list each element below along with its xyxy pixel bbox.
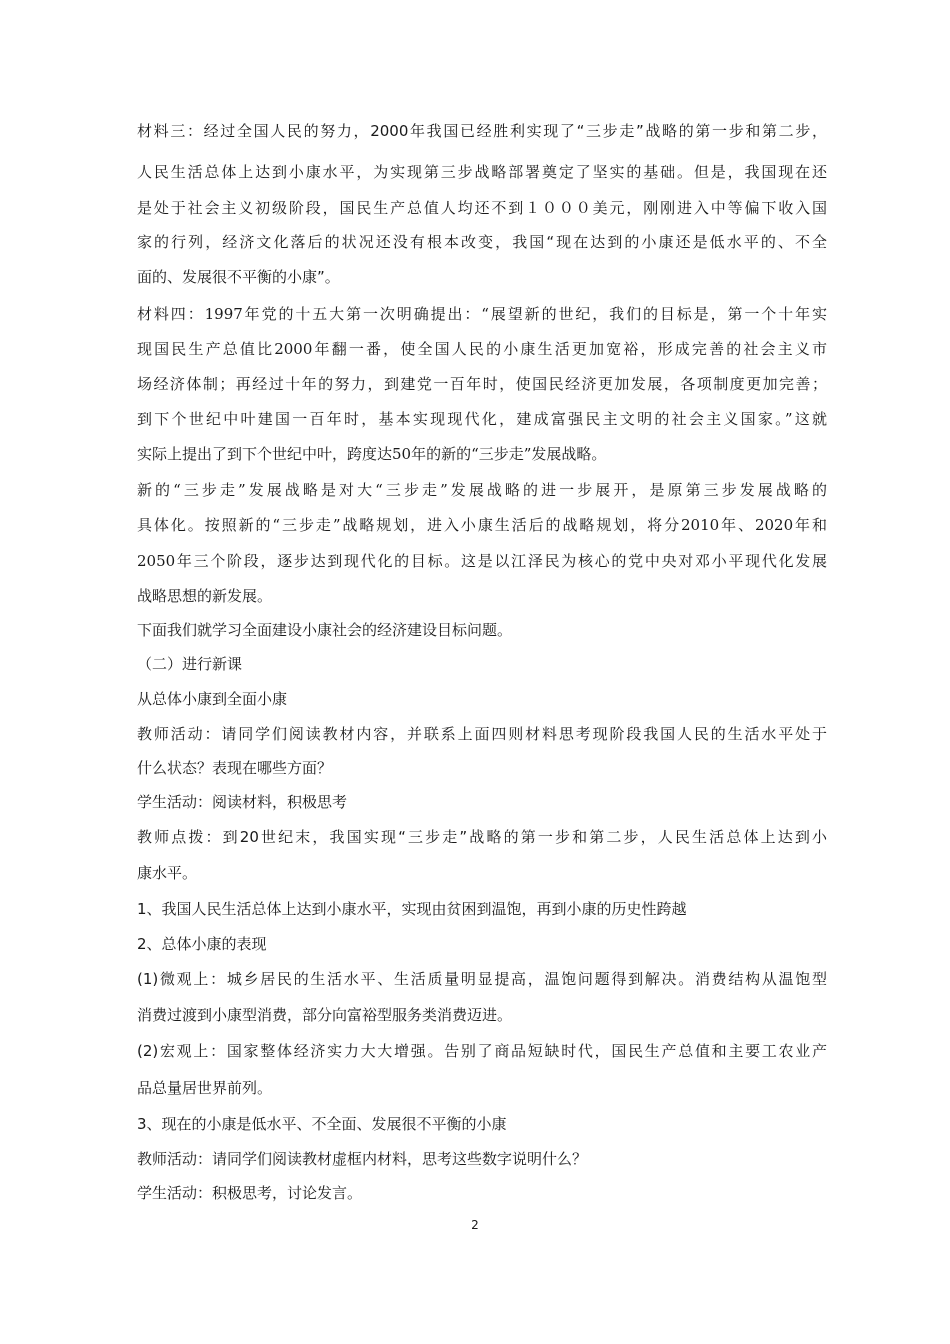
point-three: 3、现在的小康是低水平、不全面、发展很不平衡的小康 bbox=[137, 1115, 507, 1133]
intro-line: 下面我们就学习全面建设小康社会的经济建设目标问题。 bbox=[137, 621, 513, 639]
text-line: 人民生活总体上达到小康水平，为实现第三步战略部署奠定了坚实的基础。但是，我国现在还 bbox=[137, 163, 827, 181]
text-line: 是处于社会主义初级阶段，国民生产总值人均还不到１０００美元，刚刚进入中等偏下收入国 bbox=[137, 199, 827, 217]
text-line: 2050年三个阶段，逐步达到现代化的目标。这是以江泽民为核心的党中央对邓小平现代化发展 bbox=[137, 552, 827, 570]
text-line: 具体化。按照新的“三步走”战略规划，进入小康生活后的战略规划，将分2010年、2020年和 bbox=[137, 516, 827, 534]
text-line: 面的、发展很不平衡的小康”。 bbox=[137, 268, 340, 286]
page-number: 2 bbox=[471, 1218, 479, 1232]
text-line: 什么状态？表现在哪些方面？ bbox=[137, 759, 333, 777]
text-line: 教师点拨：到20世纪末，我国实现“三步走”战略的第一步和第二步，人民生活总体上达到小 bbox=[137, 828, 827, 846]
text-line: 战略思想的新发展。 bbox=[137, 587, 273, 605]
text-line: (1)微观上：城乡居民的生活水平、生活质量明显提高，温饱问题得到解决。消费结构从温饱型 bbox=[137, 970, 827, 988]
point-two: 2、总体小康的表现 bbox=[137, 935, 267, 953]
text-line: 康水平。 bbox=[137, 864, 198, 882]
text-line: (2)宏观上：国家整体经济实力大大增强。告别了商品短缺时代，国民生产总值和主要工农业产 bbox=[137, 1042, 827, 1060]
text-line: 家的行列，经济文化落后的状况还没有根本改变，我国“现在达到的小康还是低水平的、不全 bbox=[137, 233, 827, 251]
text-line: 消费过渡到小康型消费，部分向富裕型服务类消费迈进。 bbox=[137, 1006, 513, 1024]
subsection-title: 从总体小康到全面小康 bbox=[137, 690, 288, 708]
text-line: 新的“三步走”发展战略是对大“三步走”发展战略的进一步展开，是原第三步发展战略的 bbox=[137, 481, 827, 499]
text-line: 品总量居世界前列。 bbox=[137, 1079, 273, 1097]
text-line: 材料三：经过全国人民的努力，2000年我国已经胜利实现了“三步走”战略的第一步和第二步， bbox=[137, 122, 827, 140]
teacher-activity-two: 教师活动：请同学们阅读教材虚框内材料，思考这些数字说明什么？ bbox=[137, 1150, 588, 1168]
text-line: 实际上提出了到下个世纪中叶，跨度达50年的新的“三步走”发展战略。 bbox=[137, 445, 607, 463]
text-line: 教师活动：请同学们阅读教材内容，并联系上面四则材料思考现阶段我国人民的生活水平处于 bbox=[137, 725, 827, 743]
section-title: （二）进行新课 bbox=[137, 655, 243, 673]
student-activity-two: 学生活动：积极思考，讨论发言。 bbox=[137, 1184, 363, 1202]
text-line: 现国民生产总值比2000年翻一番，使全国人民的小康生活更加宽裕，形成完善的社会主义市 bbox=[137, 340, 827, 358]
student-activity-one: 学生活动：阅读材料，积极思考 bbox=[137, 793, 348, 811]
text-line: 到下个世纪中叶建国一百年时，基本实现现代化，建成富强民主文明的社会主义国家。”这就 bbox=[137, 410, 827, 428]
text-line: 场经济体制；再经过十年的努力，到建党一百年时，使国民经济更加发展，各项制度更加完善； bbox=[137, 375, 827, 393]
point-one: 1、我国人民生活总体上达到小康水平，实现由贫困到温饱，再到小康的历史性跨越 bbox=[137, 900, 687, 918]
text-line: 材料四：1997年党的十五大第一次明确提出：“展望新的世纪，我们的目标是，第一个十年实 bbox=[137, 305, 827, 323]
